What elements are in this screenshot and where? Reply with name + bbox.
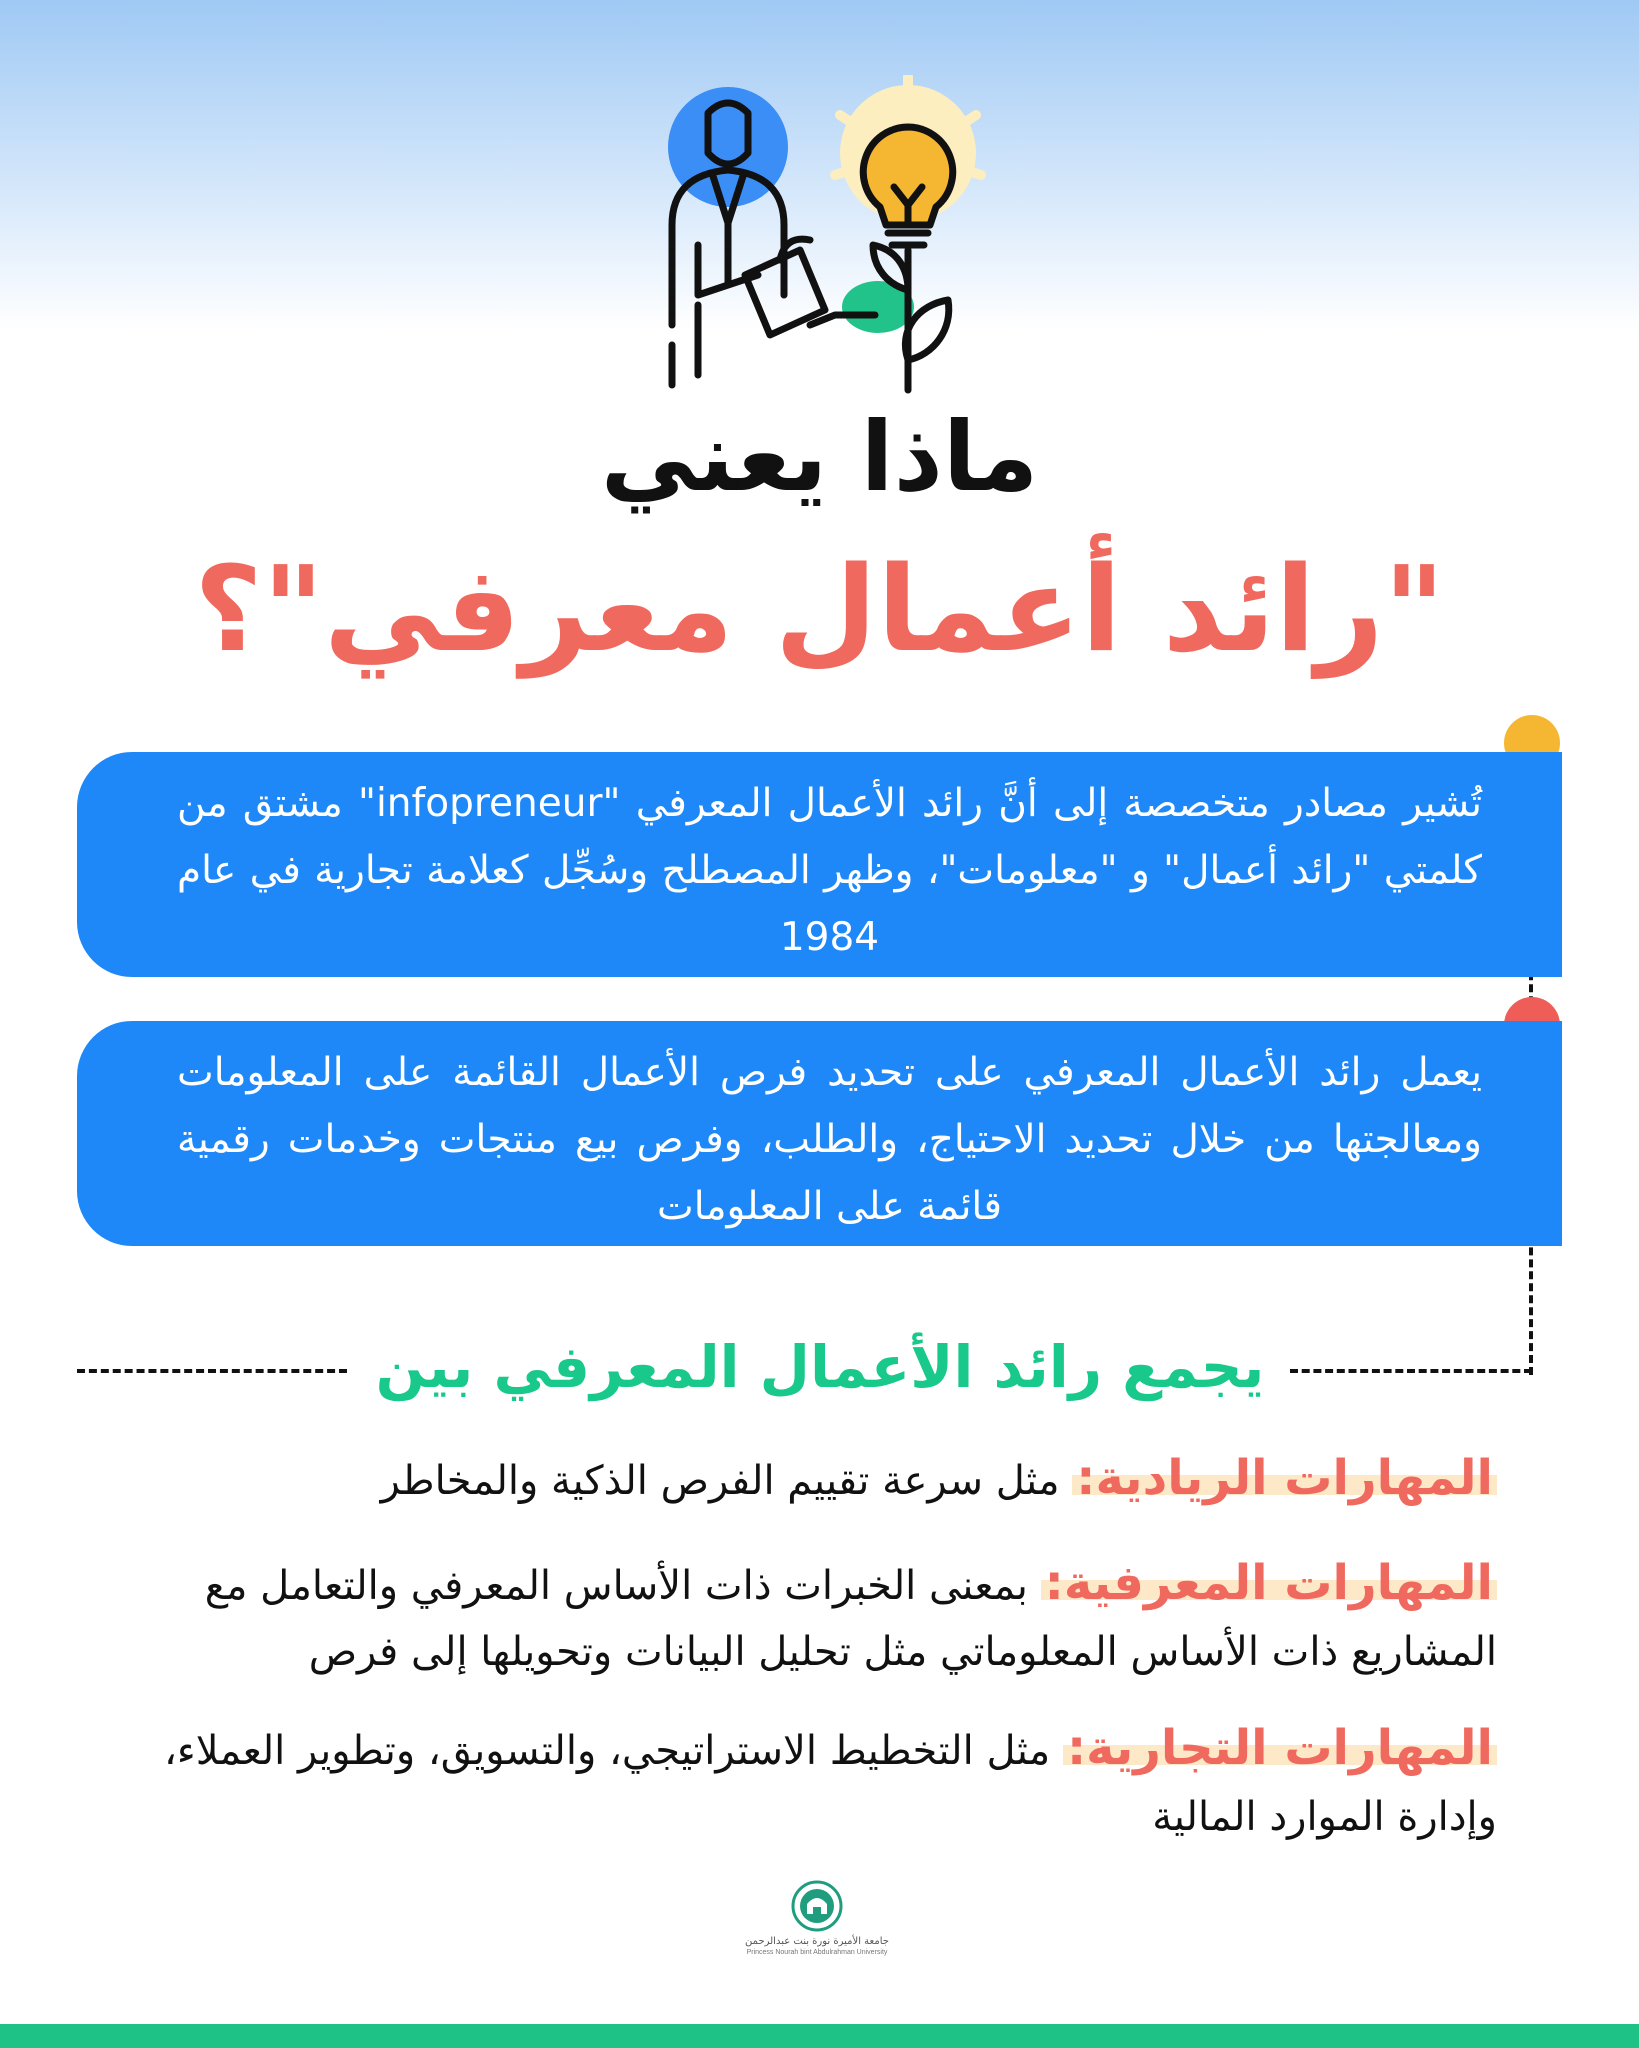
dashed-divider-right xyxy=(1290,1369,1532,1373)
title-what-means: ماذا يعني xyxy=(600,401,1039,513)
skill-text: مثل سرعة تقييم الفرص الذكية والمخاطر xyxy=(380,1458,1060,1504)
skill-label: المهارات المعرفية: xyxy=(1041,1555,1497,1611)
info-box-role: يعمل رائد الأعمال المعرفي على تحديد فرص الأعمال القائمة على المعلومات ومعالجتها من خلال تحديد الاحتياج، والطلب، وفرص بيع منتجات وخدمات رقمية قائمة على المعلومات xyxy=(77,1021,1562,1246)
skill-entrepreneurial xyxy=(137,1445,1497,1514)
businessman-watering-icon xyxy=(650,75,990,405)
skill-text: بمعنى الخبرات ذات الأساس المعرفي والتعامل مع المشاريع ذات الأساس المعلوماتي مثل تحليل البيانات وتحويلها إلى فرص xyxy=(204,1563,1497,1675)
dashed-divider-left xyxy=(77,1369,347,1373)
university-logo-icon xyxy=(791,1880,843,1932)
hero-illustration xyxy=(650,75,990,405)
title-infopreneur: "رائد أعمال معرفي"؟ xyxy=(194,540,1445,678)
skill-commercial xyxy=(137,1715,1497,1850)
footer-bar xyxy=(0,2024,1639,2048)
skill-text: مثل التخطيط الاستراتيجي، والتسويق، وتطوير العملاء، وإدارة الموارد المالية xyxy=(163,1728,1497,1840)
skill-label: المهارات التجارية: xyxy=(1063,1720,1497,1776)
university-logo xyxy=(742,1880,892,1970)
logo-name-arabic: جامعة الأميرة نورة بنت عبدالرحمن xyxy=(745,1936,889,1947)
skill-knowledge xyxy=(137,1550,1497,1685)
skill-label: المهارات الريادية: xyxy=(1072,1450,1497,1506)
section-heading-combines: يجمع رائد الأعمال المعرفي بين xyxy=(375,1333,1265,1401)
logo-name-english: Princess Nourah bint Abdulrahman University xyxy=(746,1949,888,1956)
info-box-definition: تُشير مصادر متخصصة إلى أنَّ رائد الأعمال المعرفي "infopreneur" مشتق من كلمتي "رائد أعمال" و "معلومات"، وظهر المصطلح وسُجِّل كعلامة تجارية في عام 1984 xyxy=(77,752,1562,977)
